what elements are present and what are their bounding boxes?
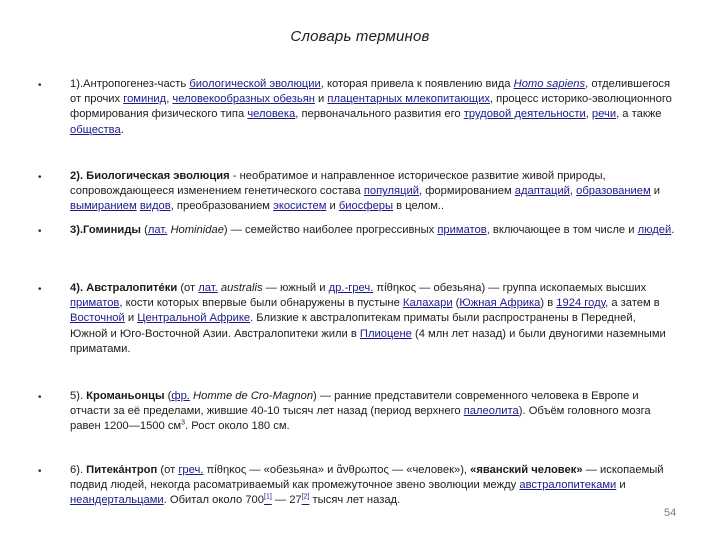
link-speciation[interactable]: образованием [576,185,651,198]
term-paragraph-anthropogenesis: 1).Антропогенез-часть биологической эволюции, которая привела к появлению вида Homo sapiens, отделившегося от прочих гоминид, человекообразных обезьян и плацентарных млекопитающих, процесс историко-эволюционного формирования физического типа человека, первоначального развития его трудовой деятельности, речи, а также общества. [70,78,672,136]
bullet-6: • [38,466,42,477]
link-adaptations[interactable]: адаптаций [514,185,570,198]
link-south-africa[interactable]: Южная Африка [459,297,541,310]
link-eastern[interactable]: Восточной [70,312,125,325]
link-extinction[interactable]: вымиранием [70,200,137,213]
link-ecosystems[interactable]: экосистем [273,200,327,213]
link-speech[interactable]: речи [591,108,617,121]
link-biosphere[interactable]: биосферы [338,200,394,213]
link-kalahari[interactable]: Калахари [402,297,453,310]
link-biological-evolution[interactable]: биологической эволюции [189,78,321,90]
term-paragraph-australopithecus: 4). Австралопите́ки (от лат. australis — южный и др.-греч. πίθηκος — обезьяна) — группа ископаемых высших приматов, кости которых впервые были обнаружены в пустыне Калахари (Южная Африка) в 1924 году, а затем в Восточной и Центральной Африке. Близкие к австралопитекам приматы были распространены в Передней, Южной и Юго-Восточной Азии. Австралопитеки жили в Плиоцене (4 млн лет назад) и были двуногими наземными приматами. [70,282,666,355]
bullet-2: • [38,172,42,183]
link-latin[interactable]: лат. [147,224,168,236]
footnote-link-2[interactable]: [2] [301,493,310,501]
bullet-1: • [38,80,42,91]
link-species[interactable]: видов [139,200,171,213]
link-primates[interactable]: приматов [437,224,487,236]
term-paragraph-hominids: 3).Гоминиды (лат. Hominidae) — семейство наиболее прогрессивных приматов, включающее в том числе и людей. [70,224,675,236]
link-human[interactable]: человека [247,108,296,121]
link-populations[interactable]: популяций [363,185,420,198]
link-neanderthals[interactable]: неандертальцами [70,494,164,507]
link-ancient-greek[interactable]: др.-греч. [328,282,374,294]
link-society[interactable]: общества [70,123,121,136]
term-paragraph-biological-evolution: 2). Биологическая эволюция - необратимое и направленное историческое развитие живой природы, сопровождающееся изменением генетического состава популяций, формированием адаптаций, образованием и вымиранием видов, преобразованием экосистем и биосферы в целом.. [70,170,661,213]
link-greek[interactable]: греч. [178,464,204,476]
link-paleolithic[interactable]: палеолита [463,405,519,418]
term-paragraph-pithecanthropus: 6). Питека́нтроп (от греч. πίθηκος — «обезьяна» и ἄνθρωπος — «человек»), «яванский человек» — ископаемый подвид людей, некогда расоматриваемый как промежуточное звено эволюции между австралопитеками и неандертальцами. Обитал около 700[1] — 27[2] тысяч лет назад. [70,464,664,507]
link-australopithecines[interactable]: австралопитеками [519,479,617,492]
page-title: Словарь терминов [290,28,430,45]
link-people[interactable]: людей [637,224,672,236]
bullet-4: • [38,284,42,295]
footnote-link-1[interactable]: [1] [264,493,272,501]
link-latin[interactable]: лат. [198,282,218,294]
link-french[interactable]: фр. [171,390,190,402]
link-homo-sapiens[interactable]: Homo sapiens [513,78,586,90]
link-pliocene[interactable]: Плиоцене [359,327,412,340]
link-placental-mammals[interactable]: плацентарных млекопитающих [327,93,490,106]
link-central-africa[interactable]: Центральной Африке [137,312,251,325]
link-apes[interactable]: человекообразных обезьян [172,93,315,106]
link-primates[interactable]: приматов [70,297,120,310]
page-number: 54 [664,507,677,519]
link-labor-activity[interactable]: трудовой деятельности [463,108,586,121]
link-1924[interactable]: 1924 году [556,297,606,310]
bullet-5: • [38,392,42,403]
bullet-3: • [38,226,42,237]
link-hominids[interactable]: гоминид [123,93,167,106]
term-paragraph-cro-magnon: 5). Кроманьонцы (фр. Homme de Cro-Magnon) — ранние представители современного человека в Европе и отчасти за её пределами, жившие 40-10 тысяч лет назад (период верхнего палеолита). Объём головного мозга равен 1200—1500 $см^3$. Рост около 180 см. [70,390,651,433]
